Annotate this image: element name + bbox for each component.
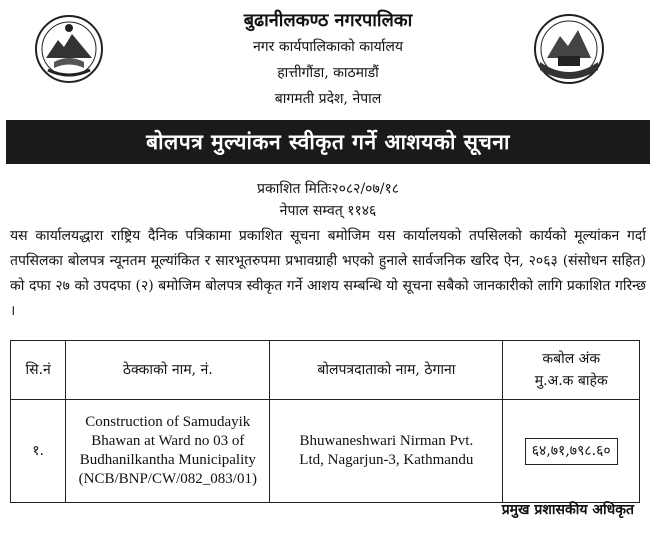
province-country: बागमती प्रदेश, नेपाल (274, 91, 382, 107)
contract-line: (NCB/BNP/CW/082_083/01) (78, 471, 257, 487)
header-amount-line1: कबोल अंक (542, 351, 601, 367)
header-sn: सि.नं (11, 341, 66, 400)
bid-amount: ६४,७१,७९८.६० (525, 438, 618, 465)
cell-amount (503, 400, 640, 503)
header-contract: ठेक्काको नाम, नं. (66, 341, 270, 400)
cell-sn: १. (11, 400, 66, 503)
municipality-name: बुढानीलकण्ठ नगरपालिका (243, 10, 413, 31)
notice-paragraph: यस कार्यालयद्धारा राष्ट्रिय दैनिक पत्रिकामा प्रकाशित सूचना बमोजिम यस कार्यालयको तपसिलको कार्यको मूल्यांकन गर्दा तपसिलका बोलपत्र न्यूनतम मूल्यांकित र सारभूतरुपमा प्रभावग्राही भएको हुनाले सार्वजनिक खरिद ऐन, २०६३ (संसोधन सहित) को दफा २७ को उपदफा (२) बमोजिम बोलपत्र स्वीकृत गर्ने आशय सम्बन्धि यो सूचना सबैको जानकारीको लागि प्रकाशित गरिन्छ । (10, 228, 646, 319)
contract-line: Construction of Samudayik (85, 414, 251, 430)
office-name: नगर कार्यपालिकाको कार्यालय (253, 39, 403, 55)
header (0, 0, 656, 118)
bid-table (10, 340, 640, 503)
header-bidder: बोलपत्रदाताको नाम, ठेगाना (270, 341, 503, 400)
cell-contract (66, 400, 270, 503)
published-date: प्रकाशित मितिः२०८२/०७/१८ (256, 181, 400, 197)
table-row (11, 400, 640, 503)
contract-line: Bhawan at Ward no 03 of (91, 433, 245, 449)
signature-designation: प्रमुख प्रशासकीय अधिकृत (501, 502, 634, 518)
contract-line: Budhanilkantha Municipality (79, 452, 256, 468)
cell-bidder (270, 400, 503, 503)
publication-dates (0, 178, 656, 222)
office-address: हात्तीगौंडा, काठमाडौं (277, 65, 379, 81)
header-amount-line2: मु.अ.क बाहेक (534, 373, 608, 389)
bidder-line: Ltd, Nagarjun-3, Kathmandu (299, 452, 474, 468)
municipality-logo-icon (532, 12, 606, 86)
header-amount (503, 341, 640, 400)
bidder-line: Bhuwaneshwari Nirman Pvt. (299, 433, 474, 449)
notice-title-banner: बोलपत्र मुल्यांकन स्वीकृत गर्ने आशयको सूचना (6, 120, 650, 164)
nepal-sambat-date: नेपाल सम्वत् ११४६ (279, 203, 377, 219)
table-header-row (11, 341, 640, 400)
